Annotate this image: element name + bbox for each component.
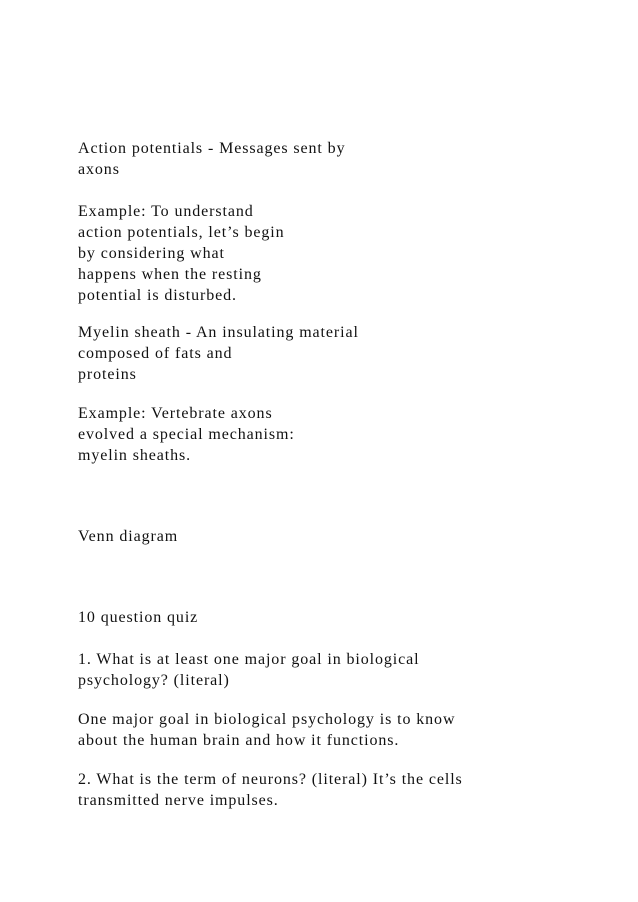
text-line: axons [78,161,120,178]
text-line: composed of fats and [78,345,233,362]
text-line: Venn diagram [78,528,179,545]
text-line: Myelin sheath - An insulating material [78,324,359,341]
text-line: Action potentials - Messages sent by [78,140,346,157]
text-line: 2. What is the term of neurons? (literal) It’s the cells [78,771,463,788]
text-line: evolved a special mechanism: [78,426,295,443]
text-line: Example: To understand [78,203,254,220]
text-line: about the human brain and how it functions. [78,732,400,749]
text-line: happens when the resting [78,266,262,283]
text-line: psychology? (literal) [78,672,230,689]
text-line: transmitted nerve impulses. [78,792,279,809]
text-line: action potentials, let’s begin [78,224,285,241]
text-line: 1. What is at least one major goal in biological [78,651,420,668]
text-line: by considering what [78,245,225,262]
text-line: Example: Vertebrate axons [78,405,273,422]
text-line: proteins [78,366,137,383]
text-line: potential is disturbed. [78,287,237,304]
text-line: 10 question quiz [78,609,199,626]
text-line: myelin sheaths. [78,447,192,464]
text-line: One major goal in biological psychology is to know [78,711,456,728]
